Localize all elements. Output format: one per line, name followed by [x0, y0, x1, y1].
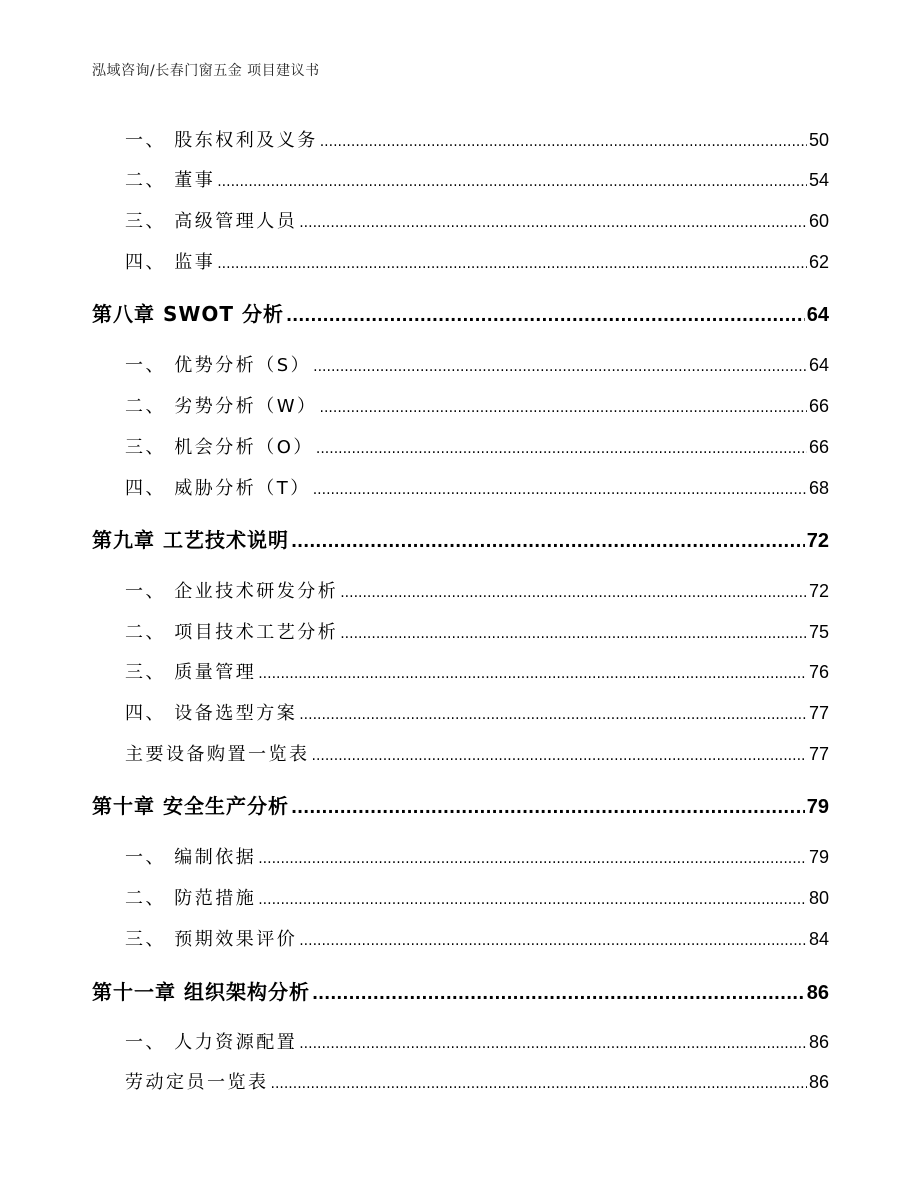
toc-dot-leader [320, 134, 807, 150]
toc-dot-leader [312, 984, 805, 1003]
toc-page-number: 66 [808, 396, 829, 416]
toc-page-number: 86 [806, 982, 829, 1004]
toc-section-entry[interactable] [125, 126, 829, 152]
toc-entry-label: 一、 企业技术研发分析 [125, 581, 339, 602]
toc-section-entry[interactable] [125, 392, 829, 418]
toc-entry-label: 二、 董事 [125, 170, 216, 191]
toc-page-number: 75 [808, 622, 829, 642]
toc-section-entry[interactable] [125, 699, 829, 725]
toc-section-entry[interactable] [125, 925, 829, 951]
toc-page-number: 77 [808, 744, 829, 764]
toc-page-number: 64 [808, 355, 829, 375]
toc-page-number: 68 [808, 478, 829, 498]
toc-entry-label: 第八章 SWOT 分析 [92, 302, 285, 326]
toc-dot-leader [299, 215, 807, 231]
toc-page-number: 79 [808, 847, 829, 867]
toc-entry-label: 第十一章 组织架构分析 [92, 980, 310, 1004]
toc-dot-leader [316, 441, 807, 457]
toc-section-entry[interactable] [125, 884, 829, 910]
toc-section-entry[interactable] [125, 474, 829, 500]
toc-entry-label: 劳动定员一览表 [125, 1072, 269, 1093]
toc-page-number: 72 [808, 581, 829, 601]
toc-dot-leader [312, 748, 807, 764]
toc-entry-label: 四、 监事 [125, 252, 216, 273]
toc-entry-label: 一、 编制依据 [125, 847, 257, 868]
toc-page-number: 86 [808, 1032, 829, 1052]
toc-entry-label: 第十章 安全生产分析 [92, 794, 289, 818]
toc-entry-label: 三、 预期效果评价 [125, 929, 298, 950]
toc-dot-leader [217, 174, 807, 190]
page-header: 泓域咨询/长春门窗五金 项目建议书 [92, 63, 320, 79]
toc-chapter-entry[interactable] [92, 976, 829, 1005]
toc-entry-label: 二、 劣势分析（W） [125, 396, 318, 417]
toc-chapter-entry[interactable] [92, 524, 829, 553]
toc-entry-label: 四、 设备选型方案 [125, 703, 298, 724]
toc-section-entry[interactable] [125, 351, 829, 377]
toc-entry-label: 四、 威胁分析（T） [125, 478, 311, 499]
toc-entry-label: 一、 人力资源配置 [125, 1032, 298, 1053]
toc-dot-leader [299, 1036, 807, 1052]
toc-section-entry[interactable] [125, 740, 829, 766]
toc-section-entry[interactable] [125, 207, 829, 233]
toc-dot-leader [340, 585, 807, 601]
toc-page-number: 64 [806, 304, 829, 326]
toc-chapter-entry[interactable] [92, 790, 829, 819]
toc-entry-label: 一、 股东权利及义务 [125, 130, 318, 151]
toc-dot-leader [340, 626, 807, 642]
toc-section-entry[interactable] [125, 1028, 829, 1054]
toc-section-entry[interactable] [125, 577, 829, 603]
toc-page-number: 80 [808, 888, 829, 908]
toc-section-entry[interactable] [125, 618, 829, 644]
toc-section-entry[interactable] [125, 433, 829, 459]
toc-dot-leader [258, 666, 807, 682]
toc-section-entry[interactable] [125, 248, 829, 274]
toc-dot-leader [313, 359, 807, 375]
toc-page-number: 60 [808, 211, 829, 231]
toc-entry-label: 二、 项目技术工艺分析 [125, 622, 339, 643]
toc-section-entry[interactable] [125, 843, 829, 869]
toc-page-number: 86 [808, 1072, 829, 1092]
toc-chapter-entry[interactable] [92, 298, 829, 327]
toc-page-number: 66 [808, 437, 829, 457]
toc-dot-leader [291, 532, 805, 551]
toc-page-number: 54 [808, 170, 829, 190]
toc-dot-leader [286, 306, 805, 325]
toc-dot-leader [320, 400, 807, 416]
toc-section-entry[interactable] [125, 1068, 829, 1094]
toc-section-entry[interactable] [125, 658, 829, 684]
toc-page-number: 84 [808, 929, 829, 949]
toc-dot-leader [313, 482, 807, 498]
toc-dot-leader [258, 892, 807, 908]
toc-entry-label: 二、 防范措施 [125, 888, 257, 909]
toc-entry-label: 三、 质量管理 [125, 662, 257, 683]
toc-dot-leader [217, 256, 807, 272]
toc-page-number: 79 [806, 796, 829, 818]
toc-entry-label: 三、 机会分析（O） [125, 437, 314, 458]
toc-entry-label: 一、 优势分析（S） [125, 355, 312, 376]
toc-entry-label: 主要设备购置一览表 [125, 744, 310, 765]
toc-dot-leader [258, 851, 807, 867]
toc-page-number: 76 [808, 662, 829, 682]
toc-entry-label: 三、 高级管理人员 [125, 211, 298, 232]
toc-dot-leader [291, 798, 805, 817]
toc-entry-label: 第九章 工艺技术说明 [92, 528, 289, 552]
toc-page-number: 72 [806, 530, 829, 552]
toc-page-number: 77 [808, 703, 829, 723]
toc-dot-leader [271, 1076, 807, 1092]
toc-dot-leader [299, 933, 807, 949]
toc-dot-leader [299, 707, 807, 723]
toc-page-number: 62 [808, 252, 829, 272]
toc-page-number: 50 [808, 130, 829, 150]
toc-section-entry[interactable] [125, 166, 829, 192]
